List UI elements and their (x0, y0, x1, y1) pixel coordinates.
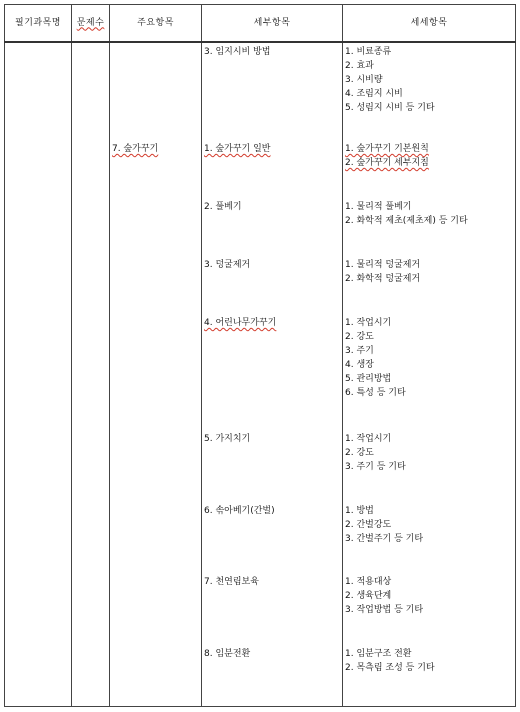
detail-item: 2. 생육단계 (345, 591, 392, 601)
subject-name-cell (5, 42, 72, 707)
sub-item: 3. 덩굴제거 (204, 260, 251, 270)
detail-item: 2. 화학적 제초(제초제) 등 기타 (345, 216, 468, 226)
syllabus-table (4, 4, 516, 707)
detail-list (345, 432, 406, 474)
detail-list (345, 316, 406, 400)
detail-item: 2. 효과 (345, 61, 374, 71)
header-main-item: 주요항목 (110, 5, 202, 43)
detail-item: 1. 작업시기 (345, 318, 392, 328)
detail-item: 1. 물리적 덩굴제거 (345, 260, 421, 270)
detail-item: 3. 주기 (345, 346, 374, 356)
detail-item: 3. 간벌주기 등 기타 (345, 534, 424, 544)
detail-item: 1. 작업시기 (345, 434, 392, 444)
detail-list (345, 142, 429, 170)
detail-item-cell (343, 42, 516, 707)
table-header-row (5, 5, 516, 43)
detail-item: 5. 성림지 시비 등 기타 (345, 103, 435, 113)
header-subject-name: 필기과목명 (5, 5, 72, 43)
sub-item: 8. 임분전환 (204, 649, 251, 659)
header-sub-item: 세부항목 (202, 5, 343, 43)
detail-item: 2. 강도 (345, 448, 374, 458)
detail-list (345, 504, 423, 546)
main-item-cell (110, 42, 202, 707)
detail-item: 3. 작업방법 등 기타 (345, 605, 424, 615)
main-item-label: 7. 숲가꾸기 (112, 144, 159, 154)
sub-item-cell (202, 42, 343, 707)
detail-item: 1. 비료종류 (345, 47, 392, 57)
table-body-row (5, 42, 516, 707)
detail-item: 1. 물리적 풀베기 (345, 202, 412, 212)
sub-item: 4. 어린나무가꾸기 (204, 318, 277, 328)
detail-list (345, 575, 423, 617)
header-detail-item: 세세항목 (343, 5, 516, 43)
detail-item: 4. 생장 (345, 360, 374, 370)
sub-item: 3. 임지시비 방법 (204, 47, 271, 57)
detail-item: 2. 강도 (345, 332, 374, 342)
question-count-cell (72, 42, 110, 707)
detail-item: 2. 화학적 덩굴제거 (345, 274, 421, 284)
detail-item: 2. 숲가꾸기 세부지침 (345, 158, 429, 168)
detail-item: 6. 특성 등 기타 (345, 388, 406, 398)
detail-item: 1. 임분구조 전환 (345, 649, 412, 659)
detail-item: 5. 관리방법 (345, 374, 392, 384)
detail-item: 2. 목측림 조성 등 기타 (345, 663, 435, 673)
detail-list (345, 200, 468, 228)
detail-list (345, 647, 435, 675)
header-question-count: 문제수 (72, 5, 110, 43)
sub-item: 5. 가지치기 (204, 434, 251, 444)
detail-item: 3. 주기 등 기타 (345, 462, 406, 472)
detail-item: 1. 적용대상 (345, 577, 392, 587)
sub-item: 6. 솎아베기(간벌) (204, 506, 275, 516)
sub-item: 1. 숲가꾸기 일반 (204, 144, 271, 154)
sub-item: 2. 풀베기 (204, 202, 242, 212)
detail-item: 1. 숲가꾸기 기본원칙 (345, 144, 429, 154)
detail-item: 4. 조림지 시비 (345, 89, 403, 99)
detail-list (345, 45, 435, 115)
detail-item: 1. 방법 (345, 506, 374, 516)
detail-list (345, 258, 420, 286)
detail-item: 3. 시비량 (345, 75, 383, 85)
sub-item: 7. 천연림보육 (204, 577, 259, 587)
detail-item: 2. 간벌강도 (345, 520, 392, 530)
